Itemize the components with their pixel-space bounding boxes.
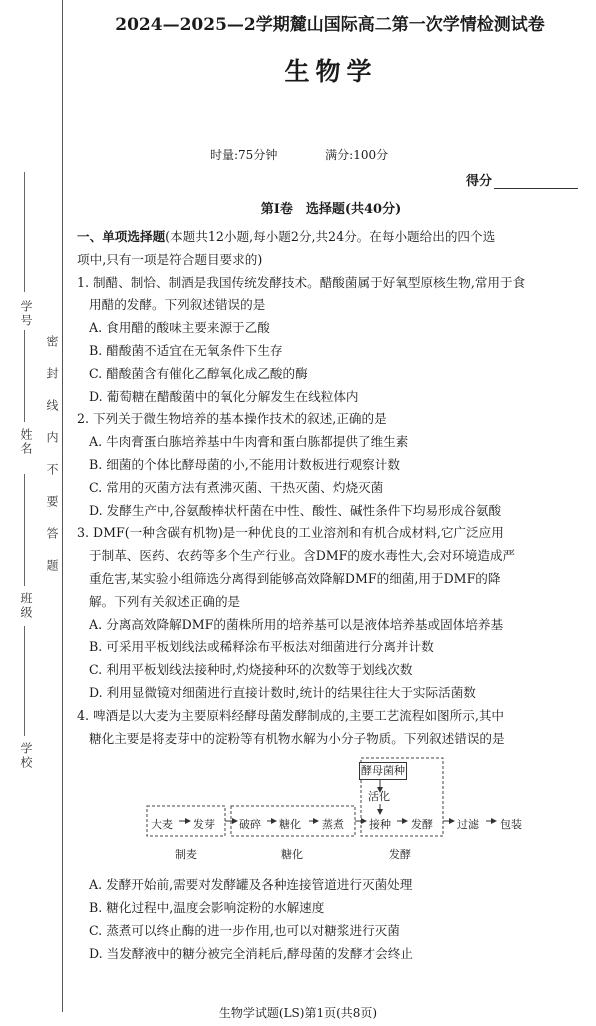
score-label: 得分 bbox=[466, 174, 493, 189]
q3-option-d[interactable]: D. 利用显微镜对细菌进行直接计数时,统计的结果往往大于实际活菌数 bbox=[89, 684, 476, 700]
group-label-ferm: 发酵 bbox=[389, 848, 411, 862]
time-limit: 时量:75分钟 bbox=[210, 148, 278, 162]
score-box bbox=[466, 170, 578, 189]
q4-option-a[interactable]: A. 发酵开始前,需要对发酵罐及各种连接管道进行灭菌处理 bbox=[89, 877, 413, 893]
q2-stem: 2. 下列关于微生物培养的基本操作技术的叙述,正确的是 bbox=[77, 411, 387, 427]
q3-stem-cont-2: 重危害,某实验小组筛选分离得到能够高效降解DMF的细菌,用于DMF的降 bbox=[89, 570, 501, 586]
exam-title: 2024—2025—2学期麓山国际高二第一次学情检测试卷 bbox=[115, 15, 545, 35]
part-heading: 一、单项选择题 bbox=[77, 229, 166, 244]
part-note-cont: 项中,只有一项是符合题目要求的) bbox=[77, 251, 263, 267]
q4-stem-cont: 糖化主要是将麦芽中的淀粉等有机物水解为小分子物质。下列叙述错误的是 bbox=[89, 730, 505, 746]
q2-option-d[interactable]: D. 发酵生产中,谷氨酸棒状杆菌在中性、酸性、碱性条件下均易形成谷氨酸 bbox=[89, 502, 502, 518]
exam-meta bbox=[210, 146, 432, 163]
node-inoculate: 接种 bbox=[369, 818, 391, 832]
group-label-sacch: 糖化 bbox=[281, 848, 303, 862]
school-line[interactable] bbox=[24, 626, 25, 736]
question-area bbox=[77, 226, 580, 966]
q3-option-a[interactable]: A. 分离高效降解DMF的菌株所用的培养基可以是液体培养基或固体培养基 bbox=[89, 616, 504, 632]
name-label: 姓名 bbox=[19, 428, 33, 456]
q1-option-a[interactable]: A. 食用醋的酸味主要来源于乙酸 bbox=[89, 320, 270, 336]
q2-option-b[interactable]: B. 细菌的个体比酵母菌的小,不能用计数板进行观察计数 bbox=[89, 456, 400, 472]
node-yeast-strain: 酵母菌种 bbox=[359, 762, 407, 780]
q1-stem-cont: 用醋的发酵。下列叙述错误的是 bbox=[89, 297, 266, 313]
node-crush: 破碎 bbox=[239, 818, 261, 832]
q4-option-c[interactable]: C. 蒸煮可以终止酶的进一步作用,也可以对糖浆进行灭菌 bbox=[89, 922, 400, 938]
section-title: 第Ⅰ卷 选择题(共40分) bbox=[260, 202, 402, 217]
node-saccharify: 糖化 bbox=[279, 818, 301, 832]
q4-stem: 4. 啤酒是以大麦为主要原料经酵母菌发酵制成的,主要工艺流程如图所示,其中 bbox=[77, 707, 505, 723]
q2-option-c[interactable]: C. 常用的灭菌方法有煮沸灭菌、干热灭菌、灼烧灭菌 bbox=[89, 479, 384, 495]
class-line[interactable] bbox=[24, 474, 25, 586]
node-activate: 活化 bbox=[368, 790, 390, 804]
q1-option-c[interactable]: C. 醋酸菌含有催化乙醇氧化成乙酸的酶 bbox=[89, 365, 308, 381]
q3-stem-cont-3: 解。下列有关叙述正确的是 bbox=[89, 593, 241, 609]
class-label: 班级 bbox=[19, 592, 33, 620]
subject-title: 生物学 bbox=[284, 57, 378, 86]
node-filter: 过滤 bbox=[457, 818, 479, 832]
q3-option-b[interactable]: B. 可采用平板划线法或稀释涂布平板法对细菌进行分离并计数 bbox=[89, 639, 434, 655]
q1-stem: 1. 制醋、制恰、制酒是我国传统发酵技术。醋酸菌属于好氧型原核生物,常用于食 bbox=[77, 274, 526, 290]
seal-notice: 密封线内不要答题 bbox=[45, 335, 59, 591]
q4-option-d[interactable]: D. 当发酵液中的糖分被完全消耗后,酵母菌的发酵才会终止 bbox=[89, 945, 413, 961]
node-germinate: 发芽 bbox=[193, 818, 215, 832]
name-line[interactable] bbox=[24, 330, 25, 422]
q3-stem-cont-1: 于制革、医药、农药等多个生产行业。含DMF的废水毒性大,会对环境造成严 bbox=[89, 548, 516, 564]
node-ferment: 发酵 bbox=[411, 818, 433, 832]
binding-margin-rule bbox=[62, 0, 63, 1012]
q1-option-d[interactable]: D. 葡萄糖在醋酸菌中的氧化分解发生在线粒体内 bbox=[89, 388, 359, 404]
part-instructions bbox=[77, 226, 580, 249]
q2-option-a[interactable]: A. 牛肉膏蛋白胨培养基中牛肉膏和蛋白胨都提供了维生素 bbox=[89, 434, 409, 450]
brewing-process-diagram bbox=[77, 754, 580, 874]
part-note: (本题共12小题,每小题2分,共24分。在每小题给出的四个选 bbox=[165, 229, 496, 244]
q4-option-b[interactable]: B. 糖化过程中,温度会影响淀粉的水解速度 bbox=[89, 900, 325, 916]
group-label-malt: 制麦 bbox=[175, 848, 197, 862]
node-package: 包装 bbox=[500, 818, 522, 832]
student-no-label: 学号 bbox=[19, 300, 33, 328]
q3-option-c[interactable]: C. 利用平板划线法接种时,灼烧接种环的次数等于划线次数 bbox=[89, 662, 413, 678]
student-no-line[interactable] bbox=[24, 172, 25, 292]
q3-stem: 3. DMF(一种含碳有机物)是一种优良的工业溶剂和有机合成材料,它广泛应用 bbox=[77, 525, 504, 541]
node-barley: 大麦 bbox=[151, 818, 173, 832]
page-footer: 生物学试题(LS)第1页(共8页) bbox=[218, 1006, 378, 1020]
score-blank[interactable] bbox=[494, 176, 578, 189]
full-score: 满分:100分 bbox=[325, 148, 389, 162]
q1-option-b[interactable]: B. 醋酸菌不适宜在无氧条件下生存 bbox=[89, 342, 283, 358]
school-label: 学校 bbox=[19, 742, 33, 770]
node-boil: 蒸煮 bbox=[322, 818, 344, 832]
